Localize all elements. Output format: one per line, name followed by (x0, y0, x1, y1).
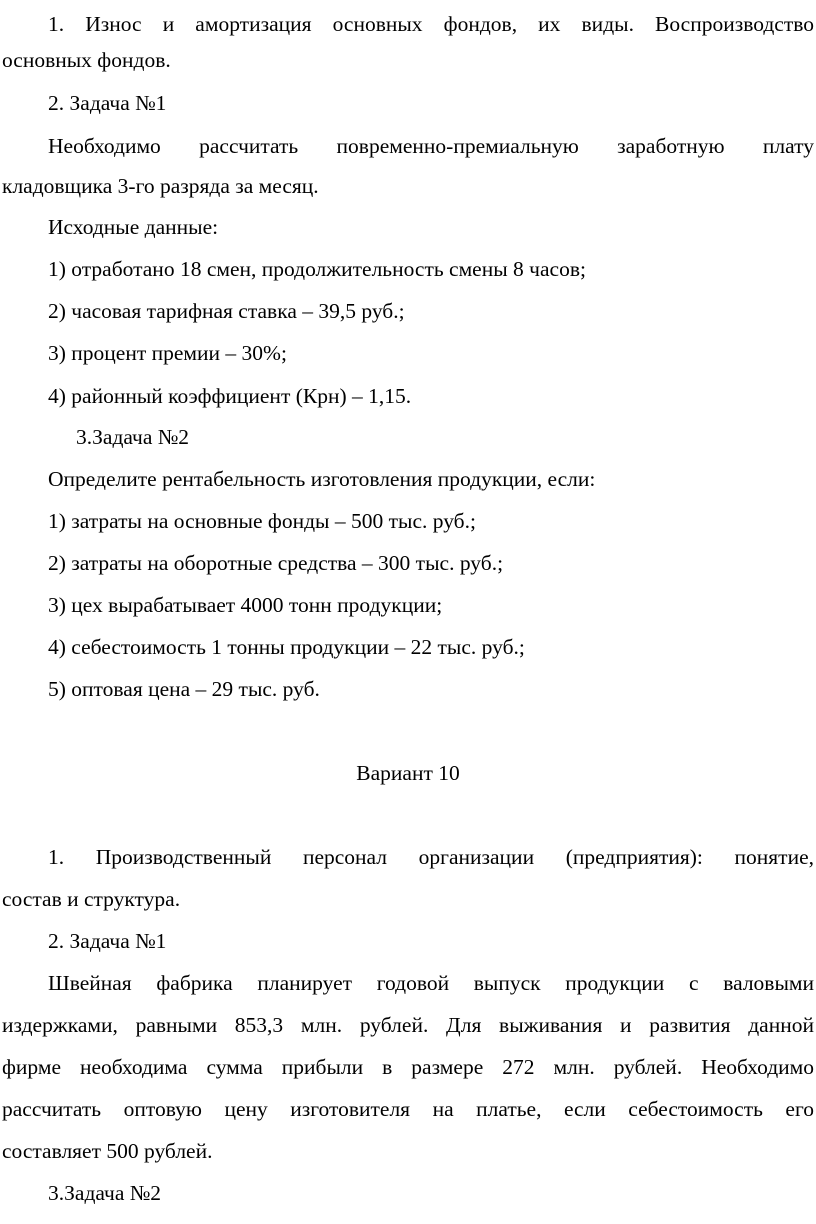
task-3-text-line-4: рассчитать оптовую цену изготовителя на платье, если себестоимость его (2, 1097, 814, 1121)
task-3-heading: 2. Задача №1 (48, 929, 167, 953)
task-2-item-1: 1) затраты на основные фонды – 500 тыс. руб.; (48, 509, 476, 533)
source-data-label: Исходные данные: (48, 215, 219, 239)
task-4-heading: 3.Задача №2 (48, 1181, 162, 1205)
question-2-line-2: состав и структура. (2, 887, 181, 911)
task-2-item-3: 3) цех вырабатывает 4000 тонн продукции; (48, 593, 443, 617)
task-2-item-4: 4) себестоимость 1 тонны продукции – 22 тыс. руб.; (48, 635, 525, 659)
task-3-text-line-1: Швейная фабрика планирует годовой выпуск продукции с валовыми (48, 971, 814, 995)
source-data-item-1: 1) отработано 18 смен, продолжительность смены 8 часов; (48, 257, 586, 281)
task-1-heading: 2. Задача №1 (48, 91, 167, 115)
task-3-text-line-3: фирме необходима сумма прибыли в размере 272 млн. рублей. Необходимо (2, 1055, 814, 1079)
source-data-item-2: 2) часовая тарифная ставка – 39,5 руб.; (48, 299, 405, 323)
task-2-item-5: 5) оптовая цена – 29 тыс. руб. (48, 677, 320, 701)
question-2-line-1: 1. Производственный персонал организации (предприятия): понятие, (48, 845, 814, 869)
question-1-line-2: основных фондов. (2, 48, 171, 72)
task-2-item-2: 2) затраты на оборотные средства – 300 тыс. руб.; (48, 551, 504, 575)
task-3-text-line-5: составляет 500 рублей. (2, 1139, 213, 1163)
source-data-item-3: 3) процент премии – 30%; (48, 341, 287, 365)
task-2-text: Определите рентабельность изготовления продукции, если: (48, 467, 596, 491)
task-1-text-line-2: кладовщика 3-го разряда за месяц. (2, 174, 319, 198)
task-2-heading: 3.Задача №2 (76, 425, 190, 449)
question-1-line-1: 1. Износ и амортизация основных фондов, их виды. Воспроизводство (48, 12, 814, 36)
source-data-item-4: 4) районный коэффициент (Крн) – 1,15. (48, 384, 412, 408)
variant-heading: Вариант 10 (356, 761, 460, 785)
task-1-text-line-1: Необходимо рассчитать повременно-премиальную заработную плату (48, 134, 814, 158)
task-3-text-line-2: издержками, равными 853,3 млн. рублей. Для выживания и развития данной (2, 1013, 814, 1037)
